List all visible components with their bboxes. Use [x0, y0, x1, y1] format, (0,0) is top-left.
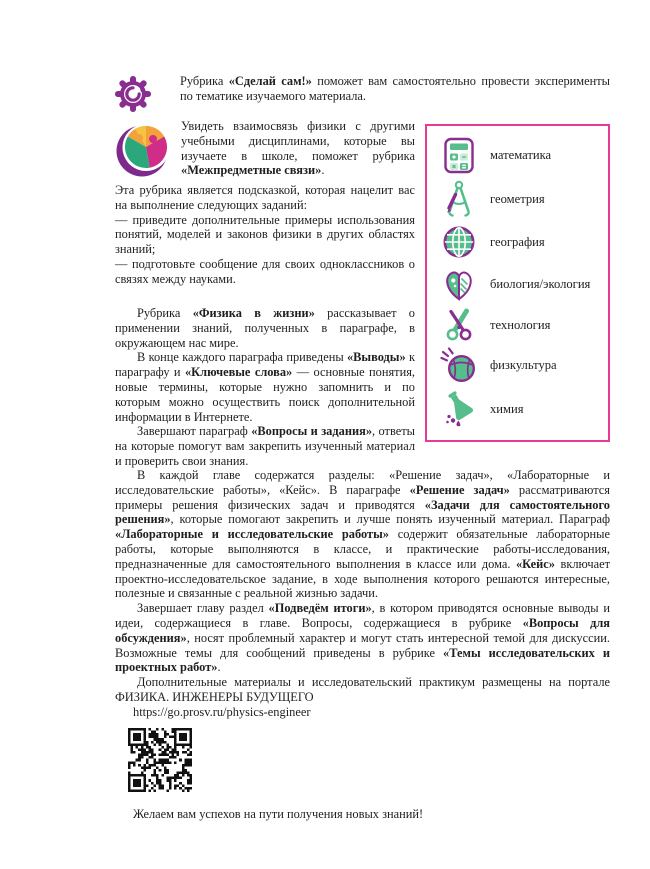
paragraph: Увидеть взаимосвязь физики с другими учебными дисциплинами, которые вы изучаете в школе, поможет рубрика «Межпредметные связи».: [181, 119, 415, 178]
subject-label: геометрия: [490, 191, 545, 206]
paragraph: В каждой главе содержатся разделы: «Решение задач», «Лабораторные и исследовательские работы», «Кейс». В параграфе «Решение задач» рассматриваются примеры решения физических задач и приводятся «Задачи для самостоятельного решения», которые помогают закрепить и лучше понять изученный материал. Параграф «Лабораторные и исследовательские работы» содержит обязательные лабораторные работы, которые выполняются в классе, и практические работы-исследования, предназначенные для самостоятельного выполнения в классе или дома. «Кейс» включает проектно-исследовательское задание, в ходе выполнения которого решаются интересные, полезные и связанные с реальной жизнью задачи.: [115, 468, 610, 601]
subject-label: география: [490, 234, 545, 249]
subject-row-geometry: [439, 179, 600, 219]
scissors-icon: [439, 308, 479, 342]
subject-row-physical-education: [439, 347, 600, 384]
paragraph: Эта рубрика является подсказкой, которая нацелит вас на выполнение следующих заданий:: [115, 183, 415, 212]
subject-row-chemistry: [439, 389, 600, 429]
paragraph: Рубрика «Физика в жизни» рассказывает о применении знаний, полученных в параграфе, в окружающем нас мире.: [115, 306, 415, 350]
portal-url[interactable]: https://go.prosv.ru/physics-engineer: [133, 704, 311, 719]
calculator-icon: [439, 137, 479, 174]
ball-icon: [439, 347, 479, 384]
leaves-icon: [439, 265, 479, 303]
subject-row-biology-ecology: [439, 265, 600, 303]
subject-label: биология/экология: [490, 276, 591, 291]
paragraph: Рубрика «Сделай сам!» поможет вам самостоятельно провести эксперименты по тематике изучаемого материала.: [180, 74, 610, 103]
paragraph: — подготовьте сообщение для своих одноклассников о связях между науками.: [115, 256, 415, 286]
rubrics-section: [115, 306, 415, 469]
paragraph: — приведите дополнительные примеры использования понятий, моделей и законов физики в других областях знаний;: [115, 212, 415, 257]
subject-row-geography: [439, 224, 600, 260]
subject-row-technology: [439, 308, 600, 342]
subject-label: физкультура: [490, 358, 557, 373]
interdisciplinary-section: [115, 119, 415, 287]
subject-label: технология: [490, 317, 551, 332]
subject-label: математика: [490, 148, 552, 163]
subjects-panel: [425, 124, 610, 442]
chapters-section: [115, 468, 610, 821]
paragraph: Завершают параграф «Вопросы и задания», ответы на которые помогут вам закрепить изученный материал и проверить свои знания.: [115, 424, 415, 468]
flask-icon: [439, 389, 479, 429]
globe-icon: [439, 224, 479, 260]
gear-icon: [111, 73, 157, 117]
qr-code: [128, 728, 192, 792]
paragraph: Дополнительные материалы и исследовательский практикум размещены на портале ФИЗИКА. ИНЖЕНЕРЫ БУДУЩЕГО: [115, 675, 610, 704]
subject-label: химия: [490, 401, 524, 416]
interdisciplinary-links-icon: [115, 120, 175, 178]
paragraph: Завершает главу раздел «Подведём итоги», в котором приводятся основные выводы и идеи, содержащиеся в главе. Вопросы, содержащиеся в рубрике «Вопросы для обсуждения», носят проблемный характер и могут стать интересной темой для дискуссии. Возможные темы для сообщений приведены в рубрике «Темы исследовательских и проектных работ».: [115, 601, 611, 675]
subject-row-mathematics: [439, 137, 600, 174]
closing-line: Желаем вам успехов на пути получения новых знаний!: [133, 806, 424, 821]
compass-icon: [439, 179, 479, 219]
paragraph: В конце каждого параграфа приведены «Выводы» к параграфу и «Ключевые слова» — основные понятия, новые термины, которые нужно запомнить и по которым можно осуществить поиск дополнительной информации в Интернете.: [115, 350, 415, 424]
